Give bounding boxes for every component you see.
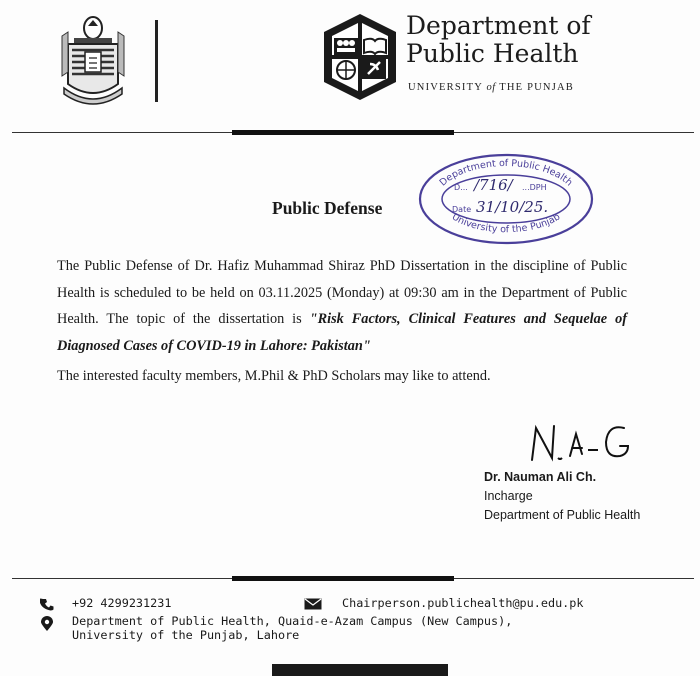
- map-pin-icon: [41, 616, 53, 632]
- stamp-date-value: 31/10/25.: [476, 198, 549, 216]
- department-name: [406, 12, 591, 68]
- header-divider: [155, 20, 158, 102]
- notice-text: The Public Defense of Dr. Hafiz Muhammad Shiraz PhD Dissertation in the discipline of Public Health is scheduled to be held on 03.11.2025 (Monday) at 09:30 am in the Department of Public Health. The topic of the dissertation is: [57, 258, 627, 327]
- phone-icon: [40, 598, 54, 612]
- attendance-note: The interested faculty members, M.Phil & PhD Scholars may like to attend.: [57, 368, 491, 384]
- stamp-no-value: /716/: [474, 176, 513, 194]
- department-logo-icon: [322, 12, 398, 102]
- contact-address-line2: University of the Punjab, Lahore: [72, 628, 300, 642]
- university-crest-icon: [60, 8, 126, 108]
- signature: [528, 420, 640, 470]
- department-name-line2: Public Health: [406, 39, 579, 68]
- signatory-name: Dr. Nauman Ali Ch.: [484, 470, 597, 484]
- university-name-part1: UNIVERSITY: [408, 82, 483, 93]
- envelope-icon: [304, 598, 322, 610]
- contact-address-line1: Department of Public Health, Quaid-e-Azam Campus (New Campus),: [72, 614, 513, 628]
- university-name-of: of: [486, 82, 496, 93]
- stamp-no-prefix: D...: [454, 183, 468, 192]
- university-name: [408, 82, 574, 93]
- department-name-line1: Department of: [406, 11, 591, 40]
- stamp-date-prefix: Date: [452, 205, 472, 214]
- dissertation-topic: "Risk Factors, Clinical Features and Sequelae of Diagnosed Cases of COVID-19 in Lahore: Pakistan": [57, 311, 627, 354]
- signatory-role: Incharge: [484, 489, 533, 503]
- stamp-no-suffix: ...DPH: [522, 183, 547, 192]
- department-stamp: [418, 152, 594, 246]
- university-name-part2: THE PUNJAB: [499, 82, 574, 93]
- contact-email: Chairperson.publichealth@pu.edu.pk: [342, 596, 584, 610]
- footer-bar: [272, 664, 448, 676]
- notice-paragraph: [57, 253, 627, 359]
- stamp-ring-top: Department of Public Health: [437, 157, 575, 189]
- stamp-ring-bottom: University of the Punjab: [449, 211, 563, 236]
- contact-phone: +92 4299231231: [72, 596, 172, 610]
- page-title: Public Defense: [272, 198, 383, 218]
- header-rule-accent: [232, 130, 454, 135]
- signatory-department: Department of Public Health: [484, 508, 641, 522]
- footer-rule-accent: [232, 576, 454, 581]
